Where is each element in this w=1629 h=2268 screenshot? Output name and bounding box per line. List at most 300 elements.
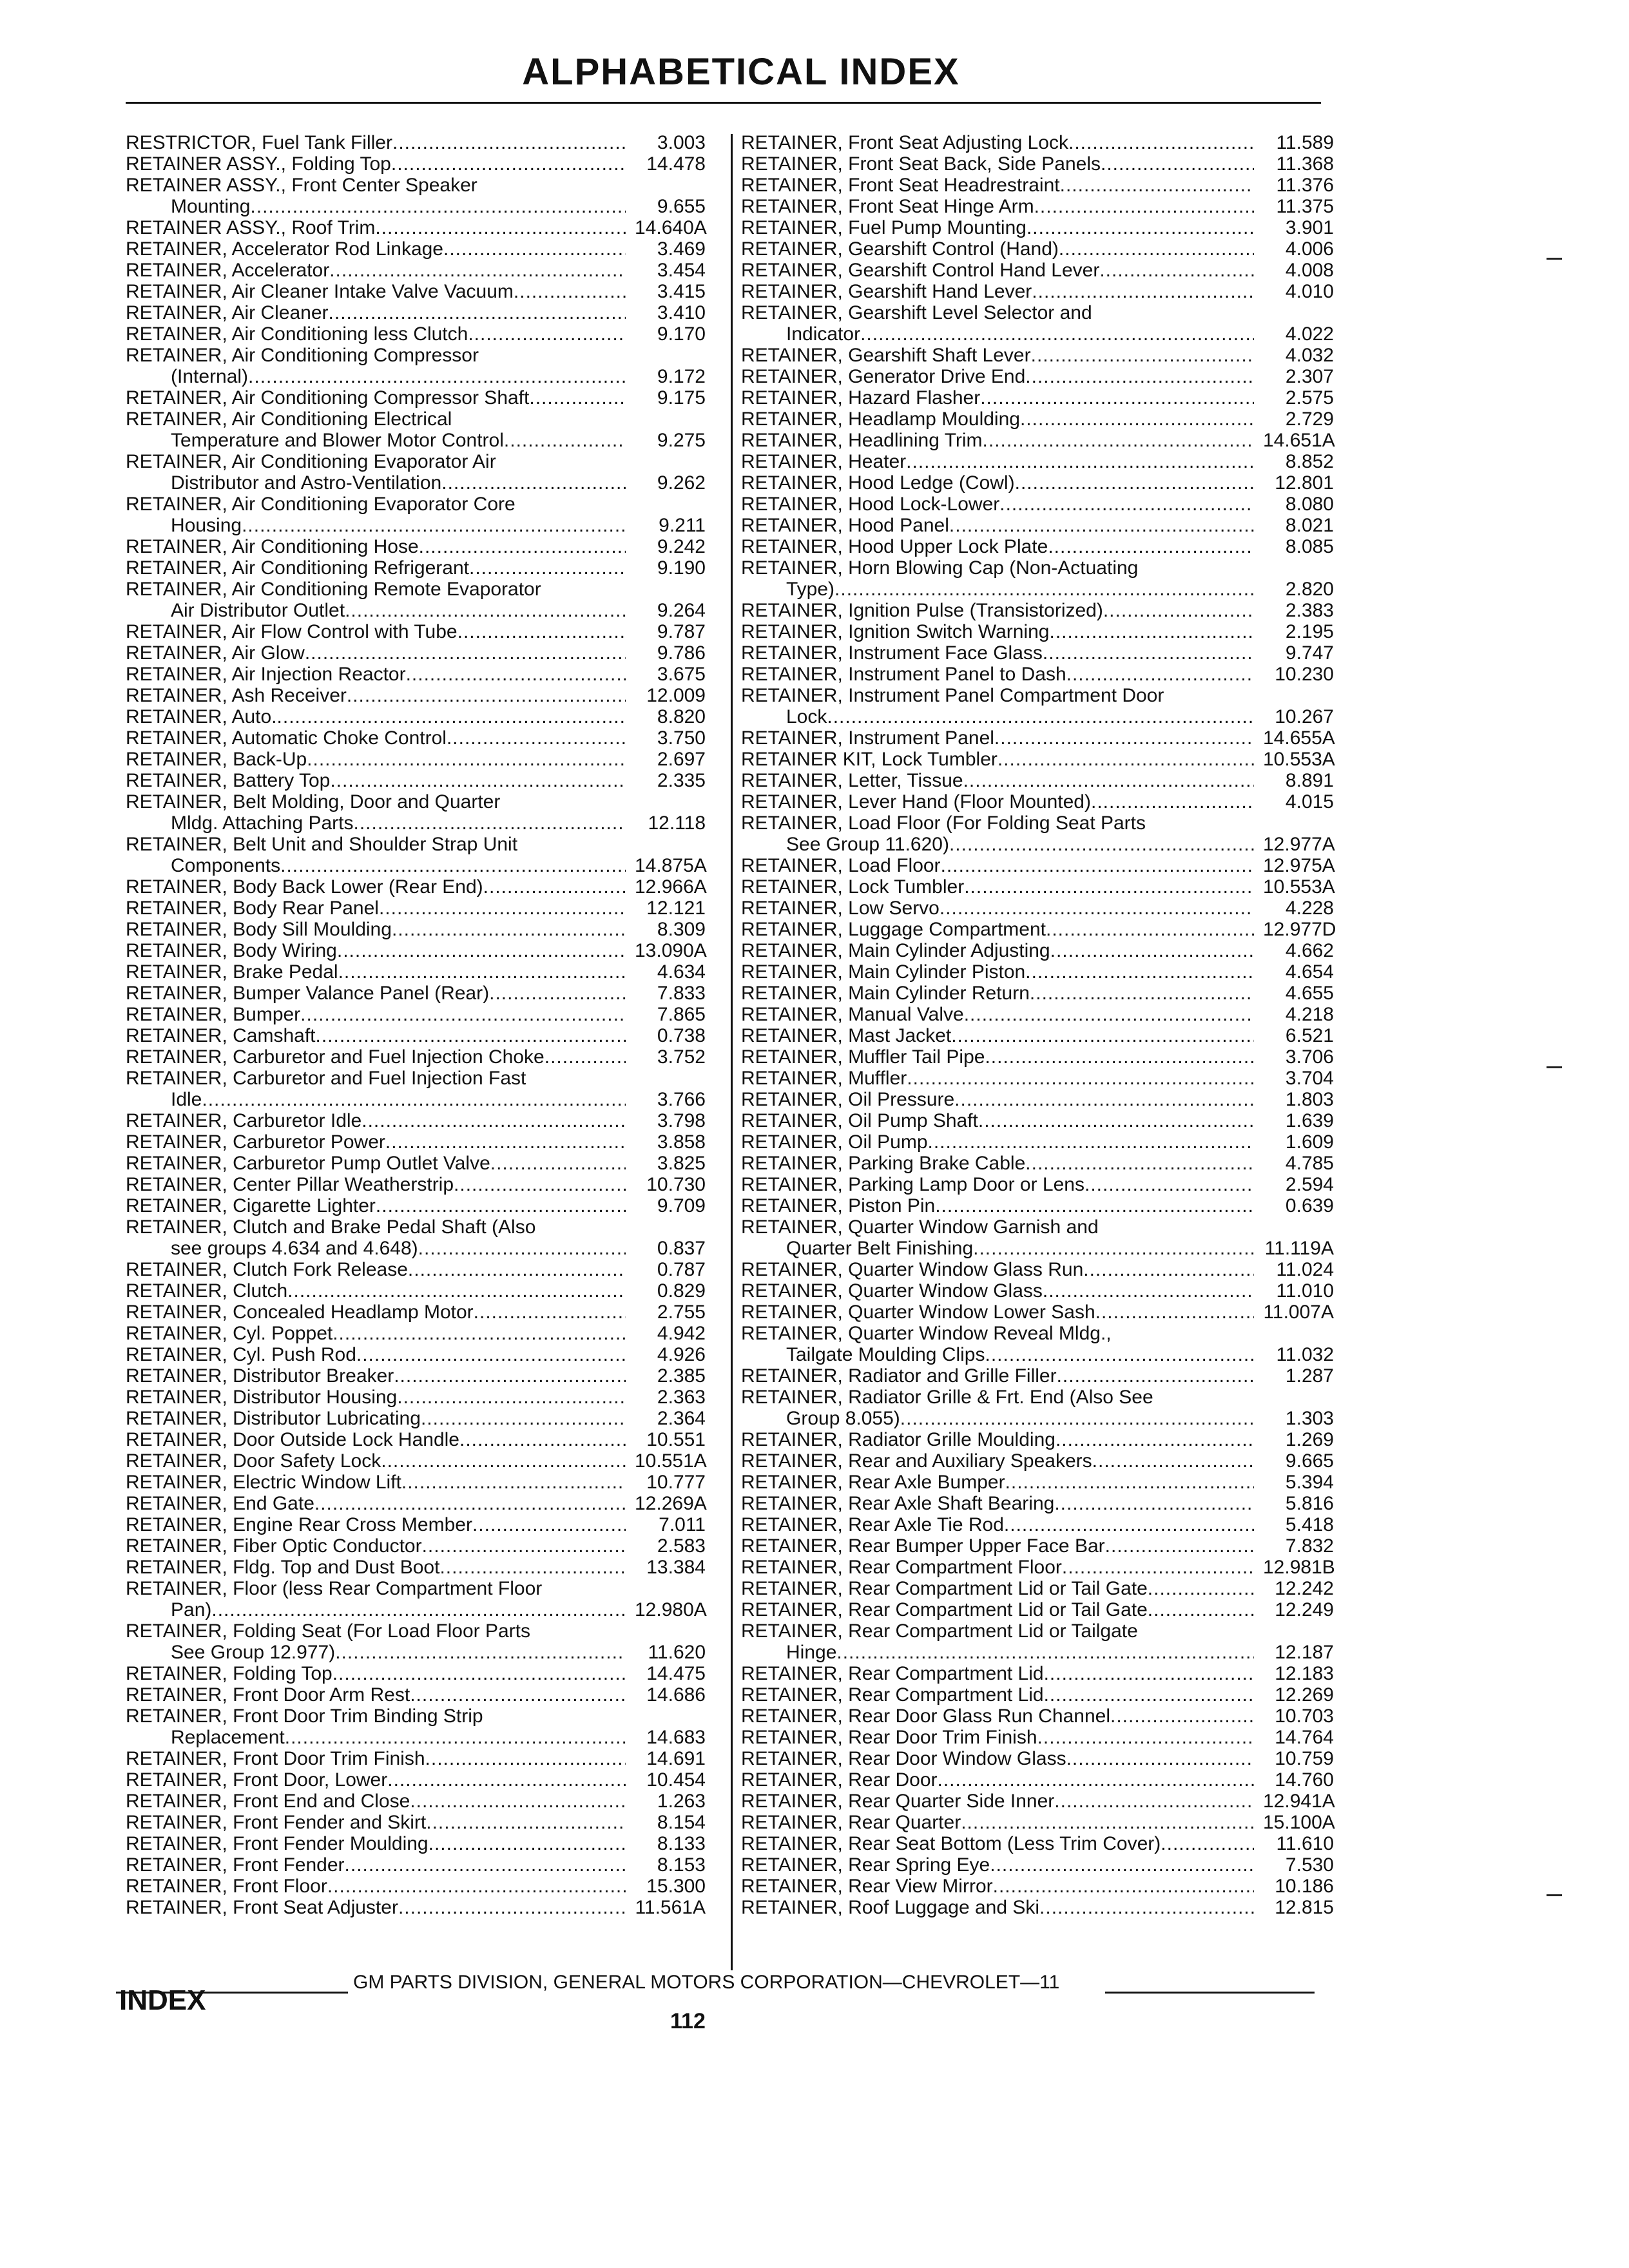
- entry-name: RETAINER, Air Cleaner Intake Valve Vacuum: [126, 281, 514, 302]
- index-entry: [126, 1812, 706, 1833]
- entry-name: RETAINER ASSY., Folding Top: [126, 153, 391, 175]
- entry-page-ref: 11.376: [1276, 175, 1334, 196]
- dot-leader: [1060, 175, 1254, 196]
- entry-page-ref: 12.183: [1275, 1663, 1334, 1684]
- dot-leader: [963, 770, 1254, 791]
- entry-page-ref: 12.242: [1275, 1578, 1334, 1599]
- entry-page-ref: 9.787: [657, 621, 706, 642]
- entry-name: RETAINER, Door Outside Lock Handle: [126, 1429, 459, 1450]
- entry-page-ref: 12.980A: [635, 1599, 707, 1620]
- entry-name: Mldg. Attaching Parts: [171, 812, 354, 834]
- entry-name: RETAINER, Gearshift Level Selector and: [741, 302, 1092, 323]
- dot-leader: [314, 1493, 626, 1514]
- entry-name: RETAINER, Distributor Housing: [126, 1387, 398, 1408]
- entry-name: RETAINER, Body Back Lower (Rear End): [126, 876, 483, 898]
- index-entry: [126, 345, 706, 387]
- dot-leader: [1046, 919, 1254, 940]
- index-entry: [741, 345, 1334, 366]
- dot-leader: [949, 834, 1254, 855]
- entry-name: Tailgate Moulding Clips: [786, 1344, 985, 1365]
- entry-name: RETAINER, Main Cylinder Piston: [741, 961, 1026, 983]
- entry-name: RETAINER, Air Conditioning Compressor Shaft: [126, 387, 530, 408]
- dot-leader: [338, 961, 626, 983]
- index-entry: [126, 1450, 706, 1472]
- entry-name: RETAINER KIT, Lock Tumbler: [741, 749, 998, 770]
- entry-name: RETAINER, Rear Door Trim Finish: [741, 1727, 1037, 1748]
- entry-name: RETAINER, Electric Window Lift: [126, 1472, 401, 1493]
- dot-leader: [1044, 1663, 1254, 1684]
- entry-page-ref: 10.730: [646, 1174, 706, 1195]
- entry-name: RETAINER, Quarter Window Reveal Mldg.,: [741, 1323, 1112, 1344]
- entry-page-ref: 2.335: [657, 770, 706, 791]
- entry-page-ref: 11.010: [1276, 1280, 1334, 1302]
- entry-page-ref: 2.575: [1285, 387, 1334, 408]
- entry-page-ref: 4.010: [1285, 281, 1334, 302]
- index-entry: [126, 770, 706, 791]
- entry-page-ref: 4.662: [1285, 940, 1334, 961]
- entry-page-ref: 8.021: [1285, 515, 1334, 536]
- dot-leader: [1059, 238, 1254, 260]
- index-entry: [126, 940, 706, 961]
- dot-leader: [418, 1238, 626, 1259]
- dot-leader: [504, 430, 626, 451]
- entry-page-ref: 8.153: [657, 1854, 706, 1876]
- dot-leader: [834, 579, 1254, 600]
- dot-leader: [949, 515, 1254, 536]
- entry-name: RETAINER, Belt Unit and Shoulder Strap Unit: [126, 834, 518, 855]
- entry-name: RETAINER, Front Seat Adjuster: [126, 1897, 398, 1918]
- entry-page-ref: 9.242: [657, 536, 706, 557]
- entry-page-ref: 9.786: [657, 642, 706, 664]
- entry-page-ref: 2.363: [657, 1387, 706, 1408]
- entry-name: RETAINER, Low Servo: [741, 898, 940, 919]
- dot-leader: [907, 1068, 1254, 1089]
- index-entry: [741, 1791, 1334, 1812]
- dot-leader: [376, 1195, 626, 1216]
- dot-leader: [1043, 642, 1254, 664]
- index-entry: [741, 961, 1334, 983]
- index-entry: [126, 876, 706, 898]
- index-entry: [741, 1472, 1334, 1493]
- entry-name: RETAINER, Gearshift Hand Lever: [741, 281, 1032, 302]
- entry-name: RETAINER, Distributor Lubricating: [126, 1408, 421, 1429]
- index-entry: [741, 451, 1334, 472]
- entry-name: RETAINER, Rear Compartment Lid: [741, 1684, 1044, 1706]
- section-label: INDEX: [119, 1984, 206, 2016]
- dot-leader: [248, 366, 626, 387]
- entry-page-ref: 8.852: [1285, 451, 1334, 472]
- index-entry: [126, 1365, 706, 1387]
- dot-leader: [940, 898, 1254, 919]
- dot-leader: [545, 1046, 626, 1068]
- entry-name: RETAINER, Instrument Panel to Dash: [741, 664, 1066, 685]
- entry-name: RETAINER, Radiator Grille & Frt. End (Also See: [741, 1387, 1153, 1408]
- entry-page-ref: 3.003: [657, 132, 706, 153]
- index-column-left: [126, 132, 706, 1918]
- index-entry: [741, 1365, 1334, 1387]
- index-entry: [126, 557, 706, 579]
- entry-name: RETAINER, Body Wiring: [126, 940, 337, 961]
- entry-page-ref: 9.172: [657, 366, 706, 387]
- dot-leader: [490, 1153, 626, 1174]
- margin-mark: [1547, 258, 1562, 260]
- entry-page-ref: 5.418: [1285, 1514, 1334, 1535]
- dot-leader: [1031, 345, 1254, 366]
- entry-name: RETAINER, Accelerator Rod Linkage: [126, 238, 443, 260]
- dot-leader: [489, 983, 626, 1004]
- index-entry: [126, 1854, 706, 1876]
- index-entry: [741, 1833, 1334, 1854]
- entry-page-ref: 8.891: [1285, 770, 1334, 791]
- entry-page-ref: 2.755: [657, 1302, 706, 1323]
- entry-page-ref: 10.553A: [1263, 749, 1335, 770]
- entry-page-ref: 12.966A: [635, 876, 707, 898]
- index-entry: [126, 1408, 706, 1429]
- entry-page-ref: 12.977A: [1263, 834, 1335, 855]
- dot-leader: [1084, 1174, 1254, 1195]
- index-entry: [126, 1344, 706, 1365]
- index-entry: [126, 175, 706, 217]
- entry-name: RETAINER, Instrument Panel Compartment Door: [741, 685, 1164, 706]
- dot-leader: [458, 621, 626, 642]
- dot-leader: [1054, 1493, 1254, 1514]
- index-entry: [126, 281, 706, 302]
- dot-leader: [421, 1408, 626, 1429]
- dot-leader: [379, 898, 626, 919]
- entry-page-ref: 12.187: [1275, 1642, 1334, 1663]
- entry-page-ref: 2.364: [657, 1408, 706, 1429]
- entry-page-ref: 3.469: [657, 238, 706, 260]
- entry-page-ref: 9.747: [1285, 642, 1334, 664]
- entry-name: RETAINER, Quarter Window Glass: [741, 1280, 1043, 1302]
- entry-name: RETAINER, Carburetor and Fuel Injection Choke: [126, 1046, 545, 1068]
- dot-leader: [392, 919, 626, 940]
- entry-name: RETAINER, Air Conditioning Compressor: [126, 345, 479, 366]
- index-entry: [741, 1195, 1334, 1216]
- entry-page-ref: 1.609: [1285, 1131, 1334, 1153]
- dot-leader: [1039, 1897, 1254, 1918]
- index-entry: [126, 408, 706, 451]
- entry-name: See Group 12.977): [171, 1642, 336, 1663]
- dot-leader: [1037, 1727, 1254, 1748]
- entry-page-ref: 2.697: [657, 749, 706, 770]
- entry-name: RETAINER, Carburetor Power: [126, 1131, 385, 1153]
- index-entry: [741, 1897, 1334, 1918]
- index-entry: [126, 323, 706, 345]
- entry-name: RETAINER, Rear Compartment Lid or Tailgate: [741, 1620, 1138, 1642]
- dot-leader: [459, 1429, 626, 1450]
- entry-name: RETAINER, Air Conditioning Hose: [126, 536, 419, 557]
- footer-rule-right: [1105, 1992, 1315, 1994]
- index-entry: [126, 621, 706, 642]
- entry-page-ref: 9.655: [657, 196, 706, 217]
- index-entry: [741, 494, 1334, 515]
- index-entry: [741, 196, 1334, 217]
- dot-leader: [287, 1280, 626, 1302]
- entry-name: Housing: [171, 515, 242, 536]
- entry-page-ref: 10.759: [1275, 1748, 1334, 1769]
- index-entry: [741, 898, 1334, 919]
- index-entry: [741, 1387, 1334, 1429]
- dot-leader: [394, 1365, 626, 1387]
- index-entry: [741, 1068, 1334, 1089]
- dot-leader: [329, 302, 626, 323]
- entry-name: RETAINER, Brake Pedal: [126, 961, 338, 983]
- index-entry: [741, 1727, 1334, 1748]
- index-entry: [741, 1004, 1334, 1025]
- entry-name: RETAINER, Folding Seat (For Load Floor Parts: [126, 1620, 531, 1642]
- entry-name: RETAINER, Rear Door: [741, 1769, 938, 1791]
- index-entry: [126, 451, 706, 494]
- index-entry: [126, 1663, 706, 1684]
- entry-name: RETAINER, Hood Upper Lock Plate: [741, 536, 1048, 557]
- index-entry: [741, 812, 1334, 855]
- entry-name: RETAINER, Air Conditioning less Clutch: [126, 323, 468, 345]
- entry-name: Type): [786, 579, 835, 600]
- index-entry: [126, 1302, 706, 1323]
- index-entry: [126, 1110, 706, 1131]
- index-entry: [741, 1620, 1334, 1663]
- index-entry: [126, 1025, 706, 1046]
- entry-page-ref: 12.941A: [1263, 1791, 1335, 1812]
- index-entry: [741, 770, 1334, 791]
- entry-name: RETAINER, Camshaft: [126, 1025, 316, 1046]
- dot-leader: [1101, 153, 1254, 175]
- entry-name: RETAINER, Bumper: [126, 1004, 301, 1025]
- entry-name: RETAINER, Quarter Window Garnish and: [741, 1216, 1099, 1238]
- entry-name: RETAINER, Floor (less Rear Compartment Floor: [126, 1578, 543, 1599]
- index-entry: [126, 1068, 706, 1110]
- entry-name: RETAINER, Muffler: [741, 1068, 907, 1089]
- dot-leader: [425, 1748, 626, 1769]
- index-entry: [126, 791, 706, 834]
- index-entry: [741, 238, 1334, 260]
- index-entry: [126, 685, 706, 706]
- entry-page-ref: 10.186: [1275, 1876, 1334, 1897]
- index-entry: [741, 260, 1334, 281]
- dot-leader: [993, 1876, 1254, 1897]
- dot-leader: [422, 1535, 626, 1557]
- dot-leader: [335, 1642, 626, 1663]
- entry-name: RETAINER, Front Fender Moulding: [126, 1833, 429, 1854]
- entry-page-ref: 3.798: [657, 1110, 706, 1131]
- dot-leader: [1062, 1557, 1254, 1578]
- entry-name: RETAINER, Accelerator: [126, 260, 330, 281]
- dot-leader: [410, 1684, 626, 1706]
- entry-name: RETAINER, Front Door Trim Binding Strip: [126, 1706, 483, 1727]
- entry-name: RETAINER, Battery Top: [126, 770, 331, 791]
- dot-leader: [529, 387, 626, 408]
- index-entry: [126, 1153, 706, 1174]
- dot-leader: [356, 1344, 626, 1365]
- entry-page-ref: 2.729: [1285, 408, 1334, 430]
- index-entry: [741, 1025, 1334, 1046]
- entry-page-ref: 9.170: [657, 323, 706, 345]
- index-entry: [126, 1046, 706, 1068]
- entry-page-ref: 12.801: [1275, 472, 1334, 494]
- entry-name: RETAINER, Air Injection Reactor: [126, 664, 406, 685]
- entry-page-ref: 13.384: [646, 1557, 706, 1578]
- dot-leader: [985, 1344, 1255, 1365]
- entry-name: RETAINER, Clutch Fork Release: [126, 1259, 408, 1280]
- dot-leader: [994, 727, 1254, 749]
- entry-page-ref: 6.521: [1285, 1025, 1334, 1046]
- dot-leader: [1044, 1684, 1254, 1706]
- entry-name: RETAINER, Body Sill Moulding: [126, 919, 392, 940]
- entry-page-ref: 10.553A: [1263, 876, 1335, 898]
- entry-page-ref: 12.815: [1275, 1897, 1334, 1918]
- index-entry: [741, 1706, 1334, 1727]
- entry-name: RETAINER, Rear Seat Bottom (Less Trim Cover): [741, 1833, 1161, 1854]
- entry-name: RETAINER, Air Conditioning Evaporator Air: [126, 451, 496, 472]
- entry-page-ref: 3.415: [657, 281, 706, 302]
- index-entry: [126, 1514, 706, 1535]
- index-entry: [126, 898, 706, 919]
- index-entry: [126, 1620, 706, 1663]
- entry-page-ref: 12.269A: [635, 1493, 707, 1514]
- index-entry: [741, 387, 1334, 408]
- dot-leader: [408, 1259, 626, 1280]
- index-entry: [741, 1557, 1334, 1578]
- index-entry: [126, 1259, 706, 1280]
- dot-leader: [1103, 600, 1254, 621]
- dot-leader: [300, 1004, 626, 1025]
- dot-leader: [1004, 1514, 1254, 1535]
- dot-leader: [250, 196, 626, 217]
- index-entry: [741, 366, 1334, 387]
- dot-leader: [978, 1110, 1254, 1131]
- entry-name: Idle: [171, 1089, 202, 1110]
- entry-name: RETAINER, Rear Axle Shaft Bearing: [741, 1493, 1055, 1514]
- entry-page-ref: 14.764: [1275, 1727, 1334, 1748]
- footer-text: GM PARTS DIVISION, GENERAL MOTORS CORPORATION—CHEVROLET—11: [353, 1972, 1060, 1993]
- index-entry: [741, 1450, 1334, 1472]
- dot-leader: [928, 1131, 1255, 1153]
- dot-leader: [469, 557, 626, 579]
- index-entry: [741, 876, 1334, 898]
- entry-name: RETAINER, Hazard Flasher: [741, 387, 981, 408]
- entry-page-ref: 3.410: [657, 302, 706, 323]
- entry-name: RETAINER, Hood Ledge (Cowl): [741, 472, 1015, 494]
- index-entry: [126, 1706, 706, 1748]
- index-entry: [126, 1791, 706, 1812]
- dot-leader: [387, 1769, 626, 1791]
- index-entry: [741, 1535, 1334, 1557]
- entry-name: RETAINER, Folding Top: [126, 1663, 333, 1684]
- entry-page-ref: 14.651A: [1263, 430, 1335, 451]
- dot-leader: [285, 1727, 626, 1748]
- index-entry: [126, 706, 706, 727]
- index-entry: [126, 579, 706, 621]
- dot-leader: [439, 1557, 626, 1578]
- index-entry: [741, 685, 1334, 727]
- index-entry: [126, 1684, 706, 1706]
- index-entry: [741, 302, 1334, 345]
- entry-page-ref: 11.375: [1276, 196, 1334, 217]
- index-entry: [126, 1280, 706, 1302]
- dot-leader: [447, 727, 626, 749]
- dot-leader: [426, 1812, 626, 1833]
- dot-leader: [1050, 940, 1254, 961]
- entry-name: RETAINER, Front Floor: [126, 1876, 327, 1897]
- entry-name: RETAINER, Front Door, Lower: [126, 1769, 388, 1791]
- entry-page-ref: 10.267: [1275, 706, 1334, 727]
- entry-page-ref: 2.195: [1285, 621, 1334, 642]
- entry-name: RETAINER, Headlining Trim: [741, 430, 983, 451]
- index-entry: [741, 472, 1334, 494]
- dot-leader: [337, 940, 626, 961]
- entry-page-ref: 2.307: [1285, 366, 1334, 387]
- index-entry: [741, 749, 1334, 770]
- entry-page-ref: 11.024: [1276, 1259, 1334, 1280]
- entry-page-ref: 3.858: [657, 1131, 706, 1153]
- index-entry: [741, 175, 1334, 196]
- entry-name: RETAINER, Fldg. Top and Dust Boot: [126, 1557, 440, 1578]
- dot-leader: [375, 217, 626, 238]
- entry-page-ref: 15.100A: [1263, 1812, 1335, 1833]
- entry-name: RETAINER, Rear Compartment Lid: [741, 1663, 1044, 1684]
- entry-page-ref: 11.610: [1276, 1833, 1334, 1854]
- margin-mark: [1547, 1894, 1562, 1896]
- entry-name: RETAINER, Lock Tumbler: [741, 876, 965, 898]
- entry-name: RETAINER, Cigarette Lighter: [126, 1195, 376, 1216]
- entry-page-ref: 4.942: [657, 1323, 706, 1344]
- index-entry: [741, 1854, 1334, 1876]
- entry-page-ref: 13.090A: [635, 940, 707, 961]
- entry-name: RETAINER, Rear and Auxiliary Speakers: [741, 1450, 1092, 1472]
- dot-leader: [333, 1323, 626, 1344]
- entry-name: RETAINER, Rear Bumper Upper Face Bar: [741, 1535, 1105, 1557]
- index-entry: [126, 749, 706, 770]
- entry-page-ref: 14.686: [646, 1684, 706, 1706]
- entry-name: RETAINER, Back-Up: [126, 749, 307, 770]
- index-entry: [126, 1535, 706, 1557]
- entry-name: RETAINER, Ignition Switch Warning: [741, 621, 1050, 642]
- dot-leader: [964, 1004, 1254, 1025]
- entry-page-ref: 10.454: [646, 1769, 706, 1791]
- index-entry: [741, 1216, 1334, 1259]
- dot-leader: [935, 1195, 1254, 1216]
- entry-name: RETAINER, Air Conditioning Refrigerant: [126, 557, 469, 579]
- entry-name: RETAINER, Clutch and Brake Pedal Shaft (Also: [126, 1216, 536, 1238]
- entry-name: Group 8.055): [786, 1408, 900, 1429]
- index-entry: [741, 1280, 1334, 1302]
- entry-name: RETAINER, Quarter Window Lower Sash: [741, 1302, 1095, 1323]
- dot-leader: [353, 812, 626, 834]
- entry-page-ref: 14.691: [646, 1748, 706, 1769]
- entry-page-ref: 14.640A: [635, 217, 707, 238]
- index-entry: [741, 642, 1334, 664]
- entry-name: RETAINER, Bumper Valance Panel (Rear): [126, 983, 490, 1004]
- entry-name: RETAINER, Rear Door Window Glass: [741, 1748, 1066, 1769]
- dot-leader: [307, 749, 626, 770]
- entry-page-ref: 3.825: [657, 1153, 706, 1174]
- entry-name: RETAINER, Clutch: [126, 1280, 288, 1302]
- dot-leader: [954, 1089, 1254, 1110]
- index-entry: [741, 408, 1334, 430]
- index-entry: [741, 600, 1334, 621]
- entry-page-ref: 1.263: [657, 1791, 706, 1812]
- dot-leader: [1095, 1302, 1254, 1323]
- entry-name: RETAINER, Engine Rear Cross Member: [126, 1514, 472, 1535]
- entry-name: Indicator: [786, 323, 861, 345]
- entry-page-ref: 11.007A: [1263, 1302, 1334, 1323]
- entry-page-ref: 2.383: [1285, 600, 1334, 621]
- dot-leader: [1054, 1791, 1254, 1812]
- entry-page-ref: 14.875A: [635, 855, 707, 876]
- entry-name: RETAINER, Ash Receiver: [126, 685, 347, 706]
- dot-leader: [211, 1599, 626, 1620]
